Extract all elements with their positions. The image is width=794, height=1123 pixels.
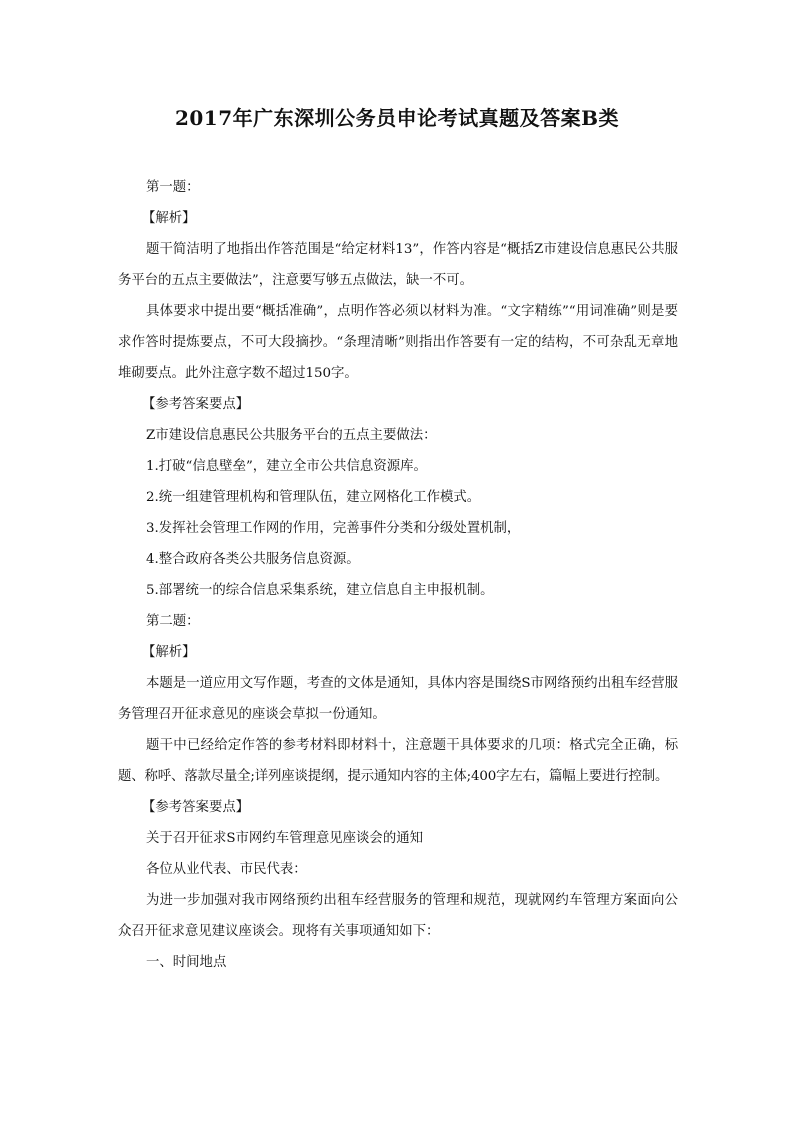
- paragraph-q1-answer-heading: 【参考答案要点】: [142, 397, 250, 412]
- paragraph-q2-label: 第二题：: [146, 614, 200, 629]
- paragraph-q1-answer-point-2: 2.统一组建管理机构和管理队伍，建立网格化工作模式。: [146, 490, 481, 505]
- paragraph-q1-analysis-2: 具体要求中提出要“概括准确”，点明作答必须以材料为准。“文字精练”“用词准确”则是要求作答时提炼要点，不可大段摘抄。“条理清晰”则指出作答要有一定的结构，不可杂乱无章地堆砌要点。此外注意字数不超过150字。: [118, 304, 678, 381]
- paragraph-q1-answer-point-3: 3.发挥社会管理工作网的作用，完善事件分类和分级处置机制，: [146, 521, 521, 536]
- paragraph-q2-analysis-heading: 【解析】: [142, 645, 196, 660]
- paragraph-notice-salutation: 各位从业代表、市民代表：: [146, 862, 307, 877]
- paragraph-notice-section-1: 一、时间地点: [146, 955, 227, 970]
- paragraph-q2-answer-heading: 【参考答案要点】: [142, 800, 250, 815]
- paragraph-q2-analysis-2: 题干中已经给定作答的参考材料即材料十，注意题干具体要求的几项：格式完全正确，标题、称呼、落款尽量全;详列座谈提纲，提示通知内容的主体;400字左右，篇幅上要进行控制。: [118, 738, 678, 784]
- paragraph-q1-answer-point-5: 5.部署统一的综合信息采集系统，建立信息自主申报机制。: [146, 583, 494, 598]
- paragraph-q1-answer-intro: Z市建设信息惠民公共服务平台的五点主要做法：: [146, 428, 437, 443]
- document-body: [118, 172, 678, 978]
- paragraph-notice-title: 关于召开征求S市网约车管理意见座谈会的通知: [146, 831, 423, 846]
- paragraph-q2-analysis-1: 本题是一道应用文写作题，考查的文体是通知，具体内容是围绕S市网络预约出租车经营服务管理召开征求意见的座谈会草拟一份通知。: [118, 676, 678, 722]
- paragraph-q1-label: 第一题：: [146, 180, 200, 195]
- paragraph-q1-answer-point-1: 1.打破“信息壁垒”，建立全市公共信息资源库。: [146, 459, 427, 474]
- paragraph-q1-answer-point-4: 4.整合政府各类公共服务信息资源。: [146, 552, 360, 567]
- paragraph-q1-analysis-1: 题干简洁明了地指出作答范围是“给定材料13”，作答内容是“概括Z市建设信息惠民公共服务平台的五点主要做法”，注意要写够五点做法，缺一不可。: [118, 242, 678, 288]
- paragraph-q1-analysis-heading: 【解析】: [142, 211, 196, 226]
- document-title: 2017年广东深圳公务员申论考试真题及答案B类: [174, 106, 620, 130]
- paragraph-notice-body: 为进一步加强对我市网络预约出租车经营服务的管理和规范，现就网约车管理方案面向公众召开征求意见建议座谈会。现将有关事项通知如下：: [118, 893, 678, 939]
